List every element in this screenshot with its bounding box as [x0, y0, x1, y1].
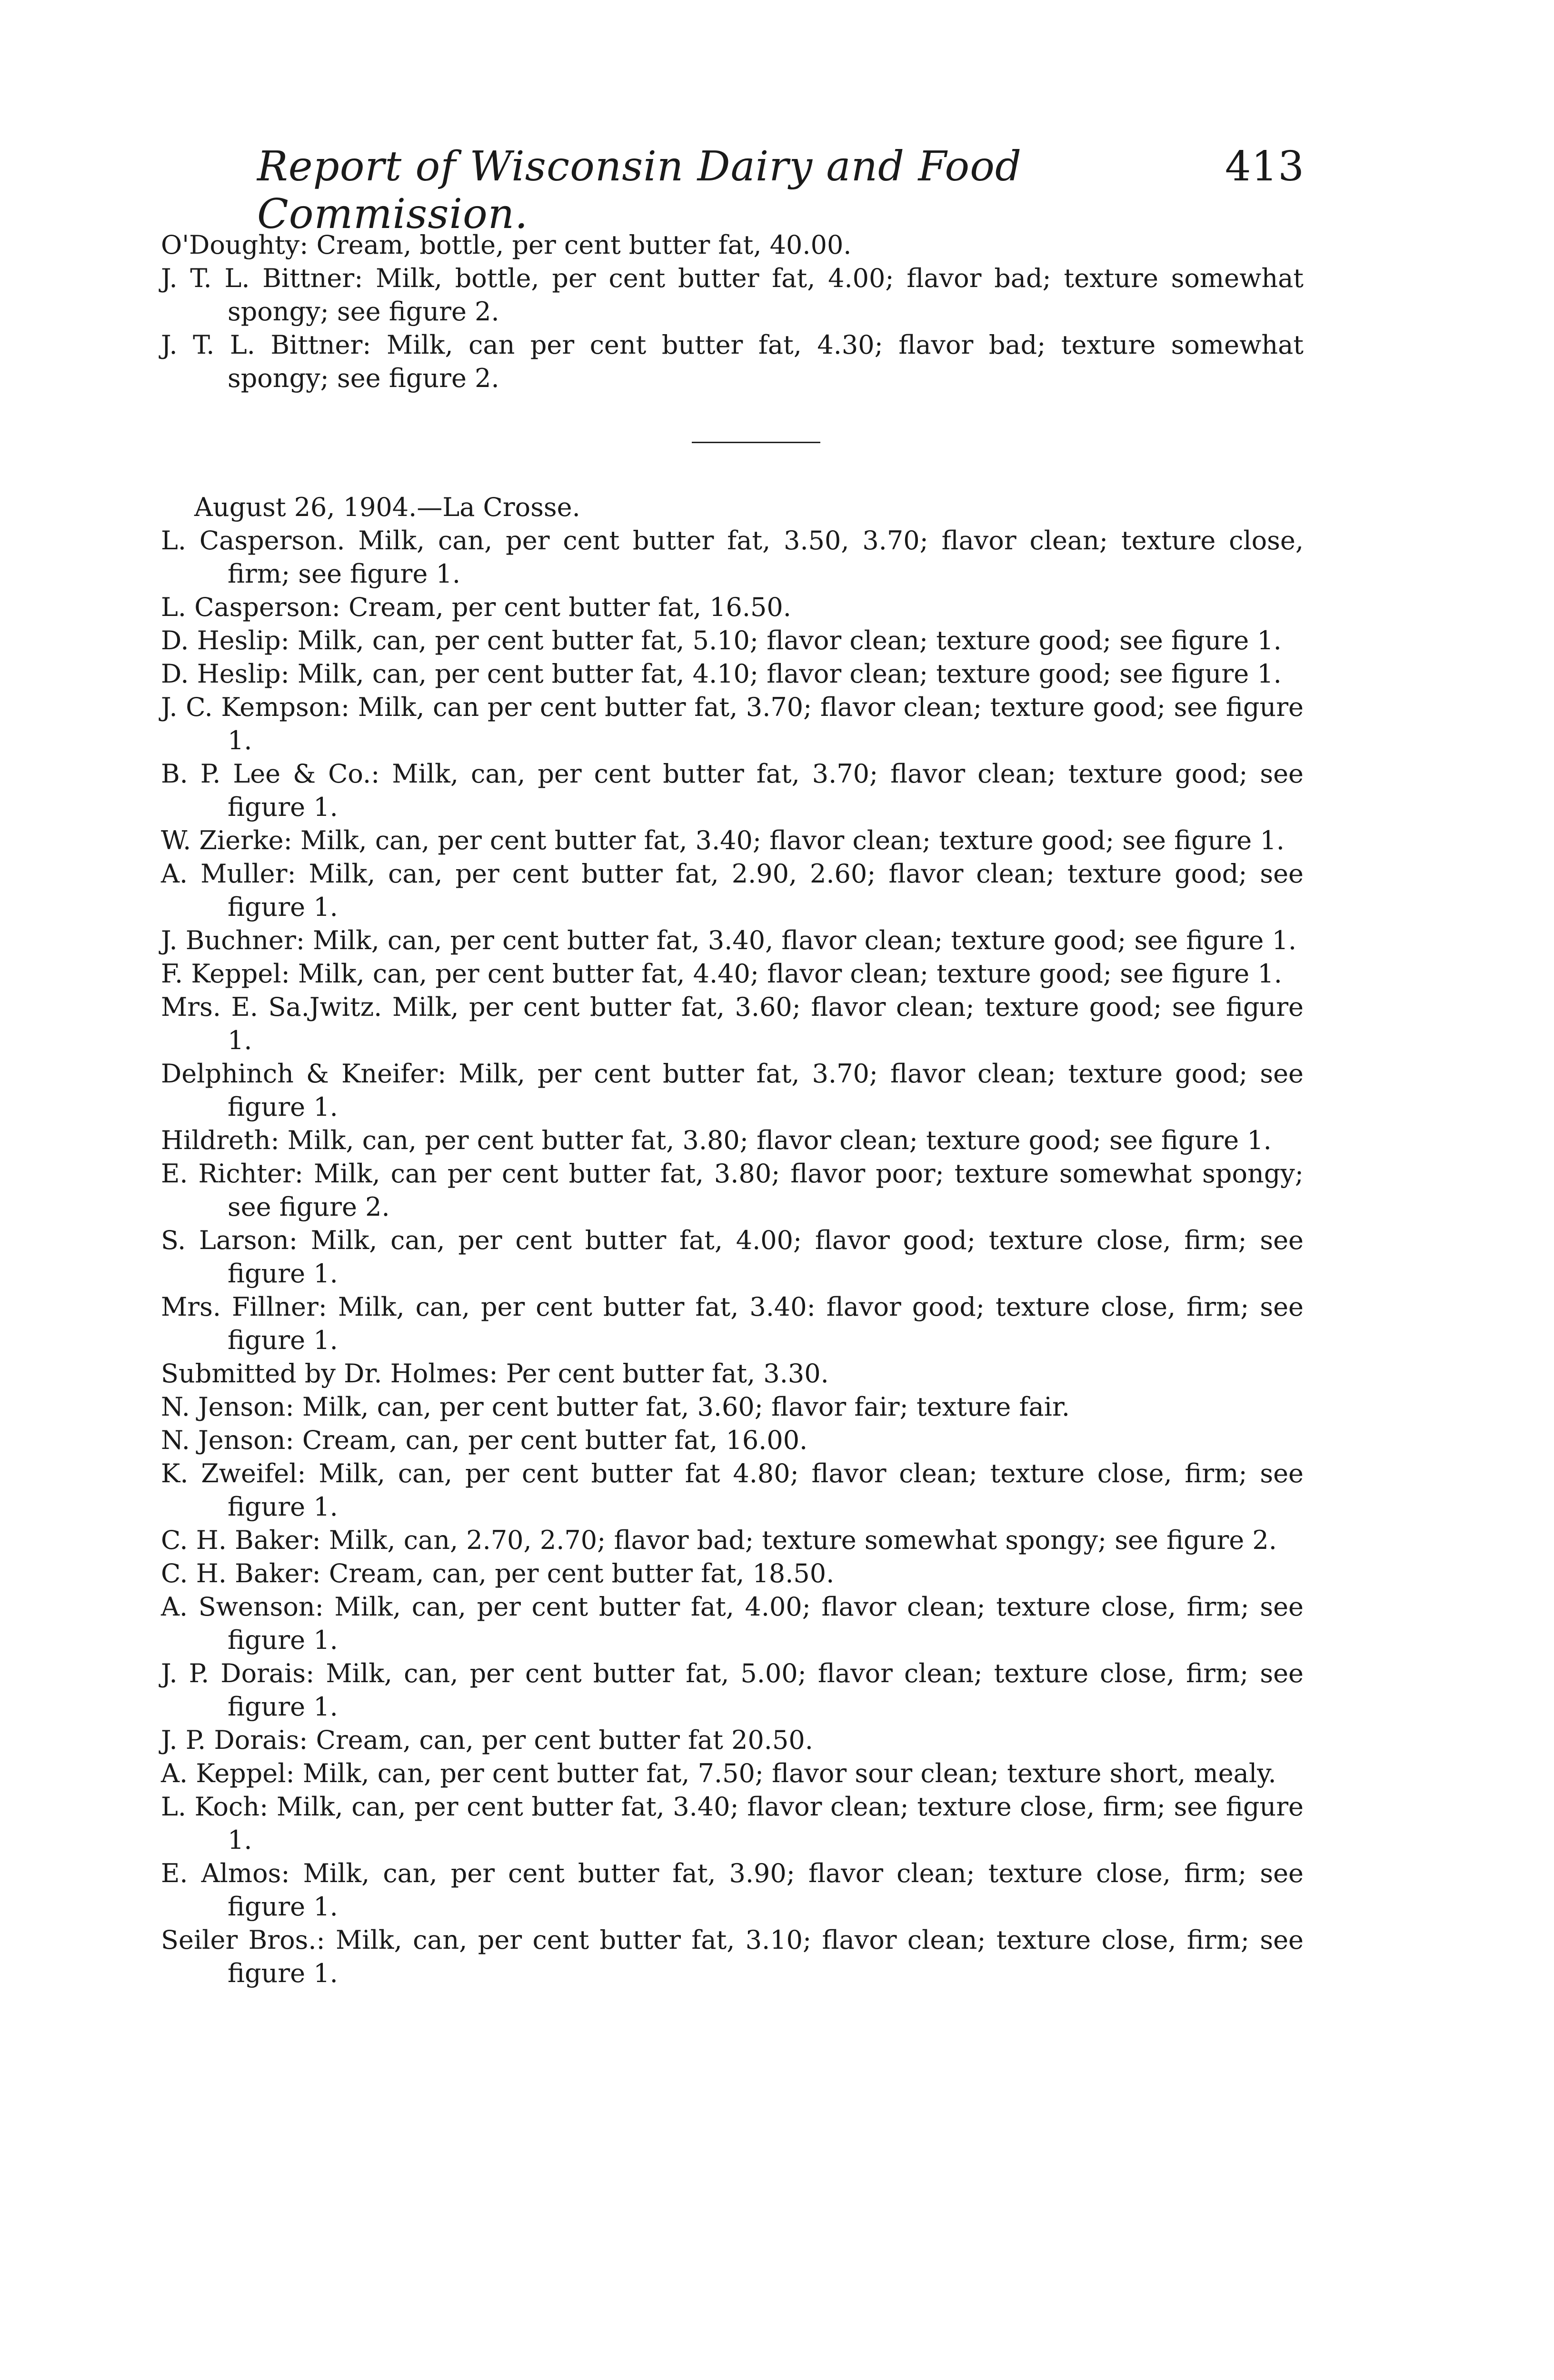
- entry: A. Swenson: Milk, can, per cent butter fat, 4.00; flavor clean; texture close, firm; see figure 1.: [161, 1592, 1304, 1655]
- entry: D. Heslip: Milk, can, per cent butter fat, 5.10; flavor clean; texture good; see figure 1.: [161, 625, 1282, 655]
- entry: E. Richter: Milk, can per cent butter fat, 3.80; flavor poor; texture somewhat spongy; see figure 2.: [161, 1159, 1304, 1222]
- entry: C. H. Baker: Milk, can, 2.70, 2.70; flavor bad; texture somewhat spongy; see figure 2.: [161, 1525, 1277, 1555]
- entry: O'Doughty: Cream, bottle, per cent butter fat, 40.00.: [161, 230, 852, 260]
- document-body: [161, 228, 1304, 1990]
- entry: J. C. Kempson: Milk, can per cent butter fat, 3.70; flavor clean; texture good; see figure 1.: [161, 692, 1304, 755]
- entry: N. Jenson: Cream, can, per cent butter fat, 16.00.: [161, 1425, 808, 1455]
- entry: K. Zweifel: Milk, can, per cent butter fat 4.80; flavor clean; texture close, firm; see figure 1.: [161, 1458, 1304, 1522]
- entry: J. P. Dorais: Milk, can, per cent butter fat, 5.00; flavor clean; texture close, firm; see figure 1.: [161, 1658, 1304, 1722]
- entry: W. Zierke: Milk, can, per cent butter fat, 3.40; flavor clean; texture good; see figure 1.: [161, 825, 1285, 855]
- running-header: [257, 143, 1305, 238]
- entry: A. Keppel: Milk, can, per cent butter fat, 7.50; flavor sour clean; texture short, mealy.: [161, 1758, 1276, 1788]
- entry: J. Buchner: Milk, can, per cent butter fat, 3.40, flavor clean; texture good; see figure 1.: [161, 925, 1297, 955]
- entry: Delphinch & Kneifer: Milk, per cent butter fat, 3.70; flavor clean; texture good; see figure 1.: [161, 1059, 1304, 1122]
- entry: J. T. L. Bittner: Milk, bottle, per cent butter fat, 4.00; flavor bad; texture somewhat spongy; see figure 2.: [161, 263, 1304, 327]
- entry: C. H. Baker: Cream, can, per cent butter fat, 18.50.: [161, 1558, 835, 1588]
- entry: N. Jenson: Milk, can, per cent butter fat, 3.60; flavor fair; texture fair.: [161, 1392, 1070, 1422]
- entry: Mrs. E. Sa.Jwitz. Milk, per cent butter fat, 3.60; flavor clean; texture good; see figure 1.: [161, 992, 1304, 1055]
- entries-section-1: [161, 228, 1304, 395]
- entry: A. Muller: Milk, can, per cent butter fat, 2.90, 2.60; flavor clean; texture good; see figure 1.: [161, 859, 1304, 922]
- entry: L. Casperson: Cream, per cent butter fat, 16.50.: [161, 592, 791, 622]
- header-title: Report of Wisconsin Dairy and Food Commission.: [257, 143, 1022, 238]
- entry: Submitted by Dr. Holmes: Per cent butter fat, 3.30.: [161, 1359, 829, 1388]
- entry: B. P. Lee & Co.: Milk, can, per cent butter fat, 3.70; flavor clean; texture good; see figure 1.: [161, 759, 1304, 822]
- page-number: 413: [1225, 143, 1305, 190]
- entry: J. T. L. Bittner: Milk, can per cent butter fat, 4.30; flavor bad; texture somewhat spongy; see figure 2.: [161, 330, 1304, 393]
- entry: Hildreth: Milk, can, per cent butter fat, 3.80; flavor clean; texture good; see figure 1.: [161, 1125, 1272, 1155]
- entry: J. P. Dorais: Cream, can, per cent butter fat 20.50.: [161, 1725, 813, 1755]
- date-line: August 26, 1904.—La Crosse.: [194, 492, 580, 522]
- entry: Mrs. Fillner: Milk, can, per cent butter fat, 3.40: flavor good; texture close, firm; see figure 1.: [161, 1292, 1304, 1355]
- section-divider: [692, 442, 820, 443]
- entries-section-2: [161, 524, 1304, 1990]
- entry: L. Koch: Milk, can, per cent butter fat, 3.40; flavor clean; texture close, firm; see figure 1.: [161, 1792, 1304, 1855]
- entry: D. Heslip: Milk, can, per cent butter fat, 4.10; flavor clean; texture good; see figure 1.: [161, 659, 1282, 689]
- entry: E. Almos: Milk, can, per cent butter fat, 3.90; flavor clean; texture close, firm; see figure 1.: [161, 1858, 1304, 1922]
- entry: Seiler Bros.: Milk, can, per cent butter fat, 3.10; flavor clean; texture close, firm; see figure 1.: [161, 1925, 1304, 1988]
- entry: S. Larson: Milk, can, per cent butter fat, 4.00; flavor good; texture close, firm; see figure 1.: [161, 1225, 1304, 1289]
- entry: L. Casperson. Milk, can, per cent butter fat, 3.50, 3.70; flavor clean; texture close, firm; see figure 1.: [161, 526, 1304, 589]
- entry: F. Keppel: Milk, can, per cent butter fat, 4.40; flavor clean; texture good; see figure 1.: [161, 959, 1282, 989]
